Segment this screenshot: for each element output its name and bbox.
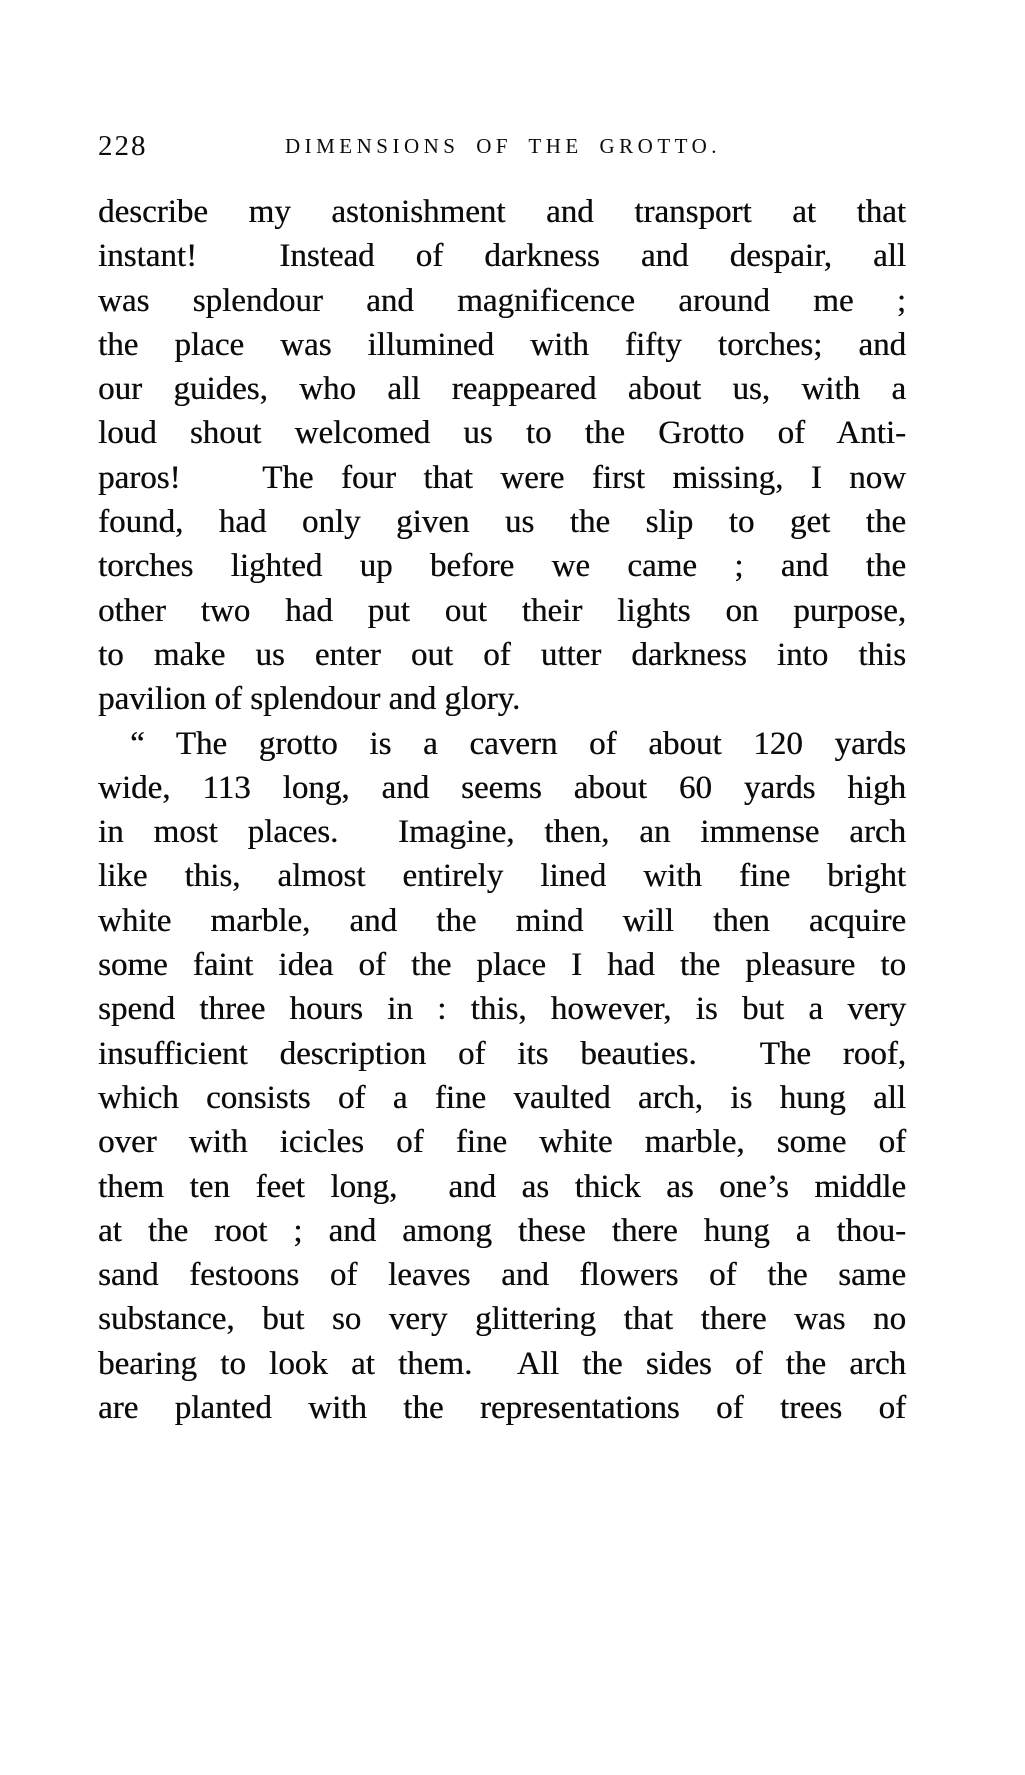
text-line: at the root ; and among these there hung a thou-: [98, 1212, 906, 1249]
text-line-paragraph-start: “ The grotto is a cavern of about 120 yards: [130, 725, 906, 762]
text-line: spend three hours in : this, however, is but a very: [98, 991, 906, 1028]
text-line: found, had only given us the slip to get the: [98, 504, 906, 541]
text-line: our guides, who all reappeared about us, with a: [98, 371, 906, 408]
text-line: torches lighted up before we came ; and the: [98, 548, 906, 585]
text-line: sand festoons of leaves and flowers of the same: [98, 1257, 906, 1294]
text-line: substance, but so very glittering that there was no: [98, 1301, 906, 1338]
text-line: instant! Instead of darkness and despair, all: [98, 238, 906, 275]
page-number: 228: [98, 130, 148, 162]
text-line-paragraph-end: pavilion of splendour and glory.: [98, 681, 521, 718]
body-text: [98, 190, 906, 1430]
text-line: white marble, and the mind will then acquire: [98, 902, 906, 939]
text-line: bearing to look at them. All the sides of the arch: [98, 1345, 906, 1382]
text-line: in most places. Imagine, then, an immense arch: [98, 814, 906, 851]
text-line: paros! The four that were first missing, I now: [98, 459, 906, 496]
text-line: over with icicles of fine white marble, some of: [98, 1124, 906, 1161]
text-line: wide, 113 long, and seems about 60 yards high: [98, 769, 906, 806]
text-line: to make us enter out of utter darkness into this: [98, 636, 906, 673]
text-line: other two had put out their lights on purpose,: [98, 592, 906, 629]
text-line: describe my astonishment and transport at that: [98, 194, 906, 230]
text-line: loud shout welcomed us to the Grotto of Anti-: [98, 415, 906, 452]
text-line: them ten feet long, and as thick as one’s middle: [98, 1168, 906, 1205]
text-line: which consists of a fine vaulted arch, is hung all: [98, 1079, 906, 1116]
text-line: are planted with the representations of trees of: [98, 1390, 906, 1427]
text-line: was splendour and magnificence around me ;: [98, 282, 906, 319]
text-line: like this, almost entirely lined with fine bright: [98, 858, 906, 895]
text-line: some faint idea of the place I had the pleasure to: [98, 947, 906, 984]
text-line: insufficient description of its beauties. The roof,: [98, 1035, 906, 1072]
page-header: [98, 128, 908, 168]
running-header: DIMENSIONS OF THE GROTTO.: [284, 134, 722, 158]
text-line: the place was illumined with fifty torches; and: [98, 326, 906, 363]
